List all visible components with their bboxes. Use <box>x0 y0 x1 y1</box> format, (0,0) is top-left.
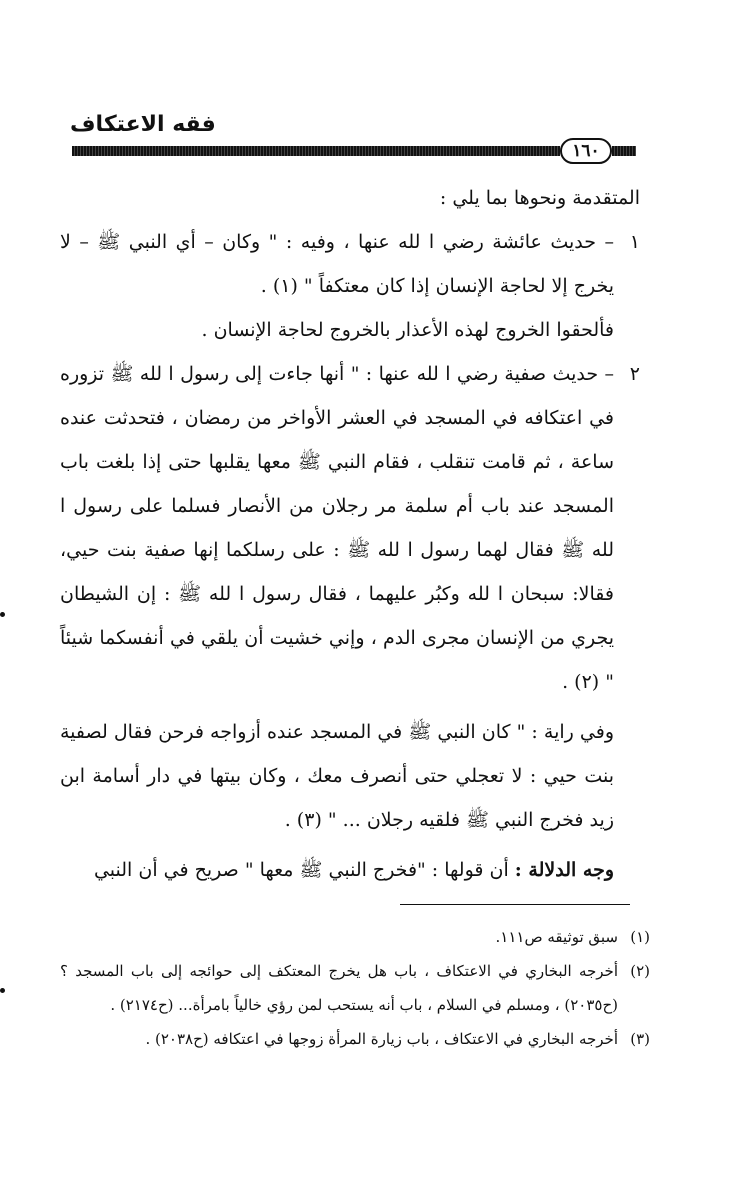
footnote-number: (١) <box>630 928 650 946</box>
footnote <box>60 954 650 1022</box>
footnote <box>60 1022 650 1056</box>
evidence-label: وجه الدلالة : <box>514 859 614 881</box>
conclusion-line: فألحقوا الخروج لهذه الأعذار بالخروج لحاجة الإنسان . <box>201 319 614 341</box>
footnote-text: سبق توثيقه ص١١١. <box>495 928 618 946</box>
intro-line: المتقدمة ونحوها بما يلي : <box>439 187 640 209</box>
item-text: – حديث صفية رضي ا لله عنها : " أنها جاءت إلى رسول ا لله ﷺ تزوره في اعتكافه في المسجد في العشر الأواخر من رمضان ، فتحدثت عنده ساعة ، ثم قامت تنقلب ، فقام النبي ﷺ معها يقلبها حتى إذا بلغت باب المسجد عند باب أم سلمة مر رجلان من الأنصار فسلما على رسول ا لله ﷺ فقال لهما رسول ا لله ﷺ : على رسلكما إنها صفية بنت حيي، فقالا: سبحان ا لله وكبُر عليهما ، فقال رسول ا لله ﷺ : إن الشيطان يجري من الإنسان مجرى الدم ، وإني خشيت أن يلقي في أنفسكما شيئاً " (٢) . <box>60 363 614 693</box>
evidence-paragraph <box>60 848 640 892</box>
list-item <box>60 220 640 308</box>
running-title: فقه الاعتكاف <box>70 112 216 137</box>
item-text: – حديث عائشة رضي ا لله عنها ، وفيه : " وكان – أي النبي ﷺ – لا يخرج إلا لحاجة الإنسان إذا كان معتكفاً " (١) . <box>60 231 614 297</box>
footnote-divider <box>400 904 630 905</box>
footnote-text: أخرجه البخاري في الاعتكاف ، باب زيارة المرأة زوجها في اعتكافه (ح٢٠٣٨) . <box>145 1030 618 1048</box>
page-number: ١٦٠ <box>560 138 612 164</box>
item-number: ١ <box>629 231 640 253</box>
main-text <box>60 176 640 892</box>
footnote-text: أخرجه البخاري في الاعتكاف ، باب هل يخرج المعتكف إلى حوائجه إلى باب المسجد ؟ (ح٢٠٣٥) ، ومسلم في السلام ، باب أنه يستحب لمن رؤي خالياً بامرأة... (ح٢١٧٤) . <box>60 962 618 1014</box>
scan-speck <box>0 988 5 993</box>
item-number: ٢ <box>629 363 640 385</box>
header-rule <box>72 146 560 156</box>
footnotes <box>60 920 650 1056</box>
evidence-text: أن قولها : "فخرج النبي ﷺ معها " صريح في أن النبي <box>93 859 509 881</box>
footnote <box>60 920 650 954</box>
header-rule-right <box>612 146 636 156</box>
narration-paragraph: وفي راية : " كان النبي ﷺ في المسجد عنده أزواجه فرحن فقال لصفية بنت حيي : لا تعجلي حتى أنصرف معك ، وكان بيتها في دار أسامة ابن زيد فخرج النبي ﷺ فلقيه رجلان ... " (٣) . <box>60 721 614 831</box>
scan-speck <box>0 612 5 617</box>
footnote-number: (٢) <box>630 962 650 980</box>
footnote-number: (٣) <box>630 1030 650 1048</box>
list-item <box>60 352 640 704</box>
